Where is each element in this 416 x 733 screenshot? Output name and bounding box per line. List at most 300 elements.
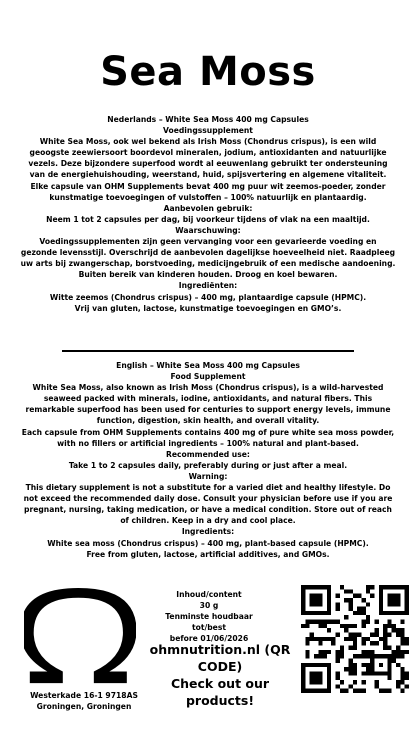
qr-module xyxy=(387,602,391,606)
qr-module xyxy=(353,654,357,658)
qr-module xyxy=(370,671,374,675)
qr-module xyxy=(374,620,378,624)
qr-module xyxy=(336,594,340,598)
qr-module xyxy=(301,663,305,667)
qr-module xyxy=(400,611,404,615)
qr-module xyxy=(400,676,404,680)
qr-module xyxy=(387,598,391,602)
qr-module xyxy=(361,680,365,684)
qr-module xyxy=(301,585,305,589)
qr-module xyxy=(379,671,383,675)
qr-module xyxy=(366,589,370,593)
qr-module xyxy=(370,667,374,671)
qr-module xyxy=(314,663,318,667)
qr-module xyxy=(353,633,357,637)
qr-module xyxy=(323,654,327,658)
qr-module xyxy=(370,633,374,637)
qr-module xyxy=(318,620,322,624)
qr-module xyxy=(396,684,400,688)
qr-module xyxy=(361,650,365,654)
qr-module xyxy=(383,633,387,637)
qr-module xyxy=(396,598,400,602)
qr-module xyxy=(336,650,340,654)
qr-module xyxy=(392,602,396,606)
qr-module xyxy=(361,611,365,615)
qr-module xyxy=(366,585,370,589)
qr-module xyxy=(305,650,309,654)
qr-module xyxy=(301,598,305,602)
qr-module xyxy=(374,628,378,632)
qr-module xyxy=(357,611,361,615)
qr-module xyxy=(305,689,309,693)
omega-logo-icon xyxy=(24,588,136,688)
qr-module xyxy=(314,602,318,606)
qr-module xyxy=(361,663,365,667)
nl-ingredients-text: Witte zeemos (Chondrus crispus) – 400 mg, plantaardige capsule (HPMC). xyxy=(49,292,367,302)
qr-module xyxy=(405,611,409,615)
qr-module xyxy=(387,594,391,598)
qr-module xyxy=(405,602,409,606)
qr-module xyxy=(374,671,378,675)
qr-module xyxy=(327,663,331,667)
qr-module xyxy=(349,663,353,667)
qr-module xyxy=(370,650,374,654)
qr-module xyxy=(301,624,305,628)
qr-module xyxy=(310,585,314,589)
qr-module xyxy=(405,641,409,645)
qr-module xyxy=(366,620,370,624)
qr-module xyxy=(383,628,387,632)
qr-module xyxy=(383,611,387,615)
qr-module xyxy=(314,611,318,615)
qr-module xyxy=(396,650,400,654)
qr-module xyxy=(379,611,383,615)
qr-module xyxy=(379,602,383,606)
qr-module xyxy=(305,611,309,615)
qr-module xyxy=(314,598,318,602)
qr-module xyxy=(387,620,391,624)
qr-module xyxy=(314,689,318,693)
qr-module xyxy=(361,671,365,675)
content-value: 30 g xyxy=(199,601,219,610)
qr-module xyxy=(383,654,387,658)
qr-module xyxy=(370,654,374,658)
qr-module xyxy=(405,684,409,688)
qr-module xyxy=(344,628,348,632)
qr-module xyxy=(340,585,344,589)
qr-module xyxy=(310,680,314,684)
qr-module xyxy=(353,671,357,675)
qr-module xyxy=(318,676,322,680)
qr-module xyxy=(331,620,335,624)
qr-module xyxy=(318,689,322,693)
qr-module xyxy=(400,585,404,589)
qr-module xyxy=(327,676,331,680)
qr-module xyxy=(353,637,357,641)
qr-module xyxy=(387,654,391,658)
qr-module xyxy=(310,676,314,680)
qr-module xyxy=(314,637,318,641)
qr-module xyxy=(331,641,335,645)
qr-module xyxy=(305,641,309,645)
qr-module xyxy=(361,654,365,658)
qr-module xyxy=(318,671,322,675)
qr-module xyxy=(340,650,344,654)
qr-module xyxy=(344,667,348,671)
cta-text: Check out our products! xyxy=(170,676,270,708)
qr-module xyxy=(374,684,378,688)
qr-module xyxy=(353,611,357,615)
content-label: Inhoud/content xyxy=(176,590,242,599)
qr-module xyxy=(357,633,361,637)
qr-module xyxy=(387,585,391,589)
qr-module xyxy=(301,671,305,675)
english-section xyxy=(20,360,396,560)
qr-module xyxy=(305,620,309,624)
expiry-label: Tenminste houdbaar tot/best xyxy=(165,612,253,632)
qr-module xyxy=(349,633,353,637)
qr-module xyxy=(396,654,400,658)
qr-module xyxy=(396,645,400,649)
qr-module xyxy=(318,650,322,654)
qr-module xyxy=(379,689,383,693)
qr-module xyxy=(323,650,327,654)
qr-module xyxy=(327,650,331,654)
qr-module xyxy=(353,641,357,645)
dutch-section xyxy=(20,114,396,314)
qr-module xyxy=(314,676,318,680)
qr-module xyxy=(383,624,387,628)
qr-module xyxy=(396,680,400,684)
expiry-value: before 01/06/2026 xyxy=(169,634,249,643)
qr-module xyxy=(379,663,383,667)
qr-module xyxy=(327,611,331,615)
nl-use-text: Neem 1 tot 2 capsules per dag, bij voorkeur tijdens of vlak na een maaltijd. xyxy=(46,214,370,224)
en-use-text: Take 1 to 2 capsules daily, preferably during or just after a meal. xyxy=(68,460,348,470)
qr-module xyxy=(353,663,357,667)
qr-module xyxy=(387,689,391,693)
qr-module xyxy=(336,620,340,624)
qr-module xyxy=(318,602,322,606)
qr-module xyxy=(392,624,396,628)
qr-module xyxy=(405,585,409,589)
qr-module xyxy=(318,641,322,645)
qr-module xyxy=(379,598,383,602)
qr-module xyxy=(349,598,353,602)
en-free-text: Free from gluten, lactose, artificial additives, and GMOs. xyxy=(86,549,330,559)
qr-module xyxy=(405,676,409,680)
qr-module xyxy=(400,641,404,645)
qr-module xyxy=(370,585,374,589)
qr-module xyxy=(366,637,370,641)
address xyxy=(10,690,158,712)
en-ingredients-label: Ingredients: xyxy=(181,527,235,537)
qr-module xyxy=(396,602,400,606)
qr-module xyxy=(318,637,322,641)
qr-module xyxy=(405,650,409,654)
qr-module xyxy=(327,589,331,593)
qr-module xyxy=(361,641,365,645)
qr-module xyxy=(392,611,396,615)
qr-module xyxy=(310,663,314,667)
qr-module xyxy=(340,645,344,649)
qr-module xyxy=(301,680,305,684)
qr-module xyxy=(353,645,357,649)
qr-module xyxy=(318,611,322,615)
qr-module xyxy=(400,637,404,641)
address-line-1: Westerkade 16-1 9718AS xyxy=(30,691,138,700)
qr-module xyxy=(318,585,322,589)
qr-module xyxy=(361,689,365,693)
qr-module xyxy=(344,624,348,628)
qr-module xyxy=(387,658,391,662)
qr-module xyxy=(336,658,340,662)
qr-module xyxy=(344,637,348,641)
en-warning-label: Warning: xyxy=(188,471,228,481)
qr-module xyxy=(392,650,396,654)
qr-module xyxy=(349,624,353,628)
qr-module xyxy=(387,667,391,671)
qr-module xyxy=(301,689,305,693)
qr-module xyxy=(327,689,331,693)
nl-warning-label: Waarschuwing: xyxy=(175,225,241,235)
qr-module xyxy=(400,654,404,658)
qr-module xyxy=(379,589,383,593)
qr-module xyxy=(396,663,400,667)
qr-module xyxy=(305,663,309,667)
qr-module xyxy=(387,633,391,637)
qr-module xyxy=(301,589,305,593)
nl-ingredients-label: Ingrediënten: xyxy=(178,281,238,291)
qr-module xyxy=(327,667,331,671)
qr-module xyxy=(379,585,383,589)
qr-module xyxy=(396,594,400,598)
qr-module xyxy=(301,684,305,688)
qr-module xyxy=(349,589,353,593)
qr-module xyxy=(314,671,318,675)
page-title: Sea Moss xyxy=(100,49,316,95)
qr-module xyxy=(349,637,353,641)
qr-module xyxy=(366,663,370,667)
qr-module xyxy=(327,684,331,688)
qr-code-icon[interactable] xyxy=(301,585,409,693)
nl-free-text: Vrij van gluten, lactose, kunstmatige toevoegingen en GMO’s. xyxy=(74,303,342,313)
qr-module xyxy=(327,628,331,632)
qr-module xyxy=(349,667,353,671)
qr-module xyxy=(361,624,365,628)
qr-module xyxy=(310,620,314,624)
address-line-2: Groningen, Groningen xyxy=(36,702,132,711)
qr-module xyxy=(353,680,357,684)
qr-module xyxy=(327,585,331,589)
qr-module xyxy=(323,663,327,667)
qr-module xyxy=(323,624,327,628)
qr-module xyxy=(383,671,387,675)
qr-module xyxy=(331,637,335,641)
qr-module xyxy=(374,680,378,684)
en-warning-text: This dietary supplement is not a substitute for a varied diet and healthy lifestyle. Do not exceed the recommended daily dose. Consult your physician before use if you are pregnant, nursing, taking medication, or have a medical condition. Store out of reach of children. Keep in a dry and cool place. xyxy=(23,483,393,526)
qr-module xyxy=(349,671,353,675)
qr-module xyxy=(340,624,344,628)
qr-module xyxy=(314,654,318,658)
qr-module xyxy=(301,594,305,598)
qr-module xyxy=(305,637,309,641)
qr-module xyxy=(336,676,340,680)
qr-module xyxy=(400,650,404,654)
qr-module xyxy=(387,663,391,667)
qr-module xyxy=(336,671,340,675)
qr-module xyxy=(318,598,322,602)
qr-module xyxy=(323,689,327,693)
en-subheading: Food Supplement xyxy=(170,372,246,382)
qr-module xyxy=(336,684,340,688)
qr-module xyxy=(383,689,387,693)
content-info xyxy=(150,589,268,644)
qr-module xyxy=(349,645,353,649)
qr-module xyxy=(400,680,404,684)
qr-module xyxy=(405,607,409,611)
qr-module xyxy=(370,594,374,598)
qr-module xyxy=(361,607,365,611)
qr-module xyxy=(318,663,322,667)
qr-module xyxy=(383,585,387,589)
qr-module xyxy=(361,620,365,624)
website-link[interactable]: ohmnutrition.nl (QR CODE) xyxy=(149,642,291,674)
qr-module xyxy=(327,602,331,606)
qr-module xyxy=(379,607,383,611)
en-capsule: Each capsule from OHM Supplements contains 400 mg of pure white sea moss powder, with no fillers or artificial ingredients – 100% natural and plant-based. xyxy=(21,427,395,448)
qr-module xyxy=(383,641,387,645)
qr-module xyxy=(349,684,353,688)
qr-module xyxy=(327,607,331,611)
qr-module xyxy=(357,654,361,658)
qr-module xyxy=(370,663,374,667)
qr-module xyxy=(357,607,361,611)
qr-module xyxy=(323,585,327,589)
qr-module xyxy=(301,602,305,606)
qr-module xyxy=(310,598,314,602)
qr-module xyxy=(387,676,391,680)
qr-module xyxy=(327,680,331,684)
qr-module xyxy=(374,633,378,637)
en-heading: English – White Sea Moss 400 mg Capsules xyxy=(116,361,300,370)
qr-module xyxy=(314,585,318,589)
qr-module xyxy=(318,654,322,658)
qr-module xyxy=(387,624,391,628)
qr-module xyxy=(310,594,314,598)
qr-module xyxy=(336,602,340,606)
qr-module xyxy=(357,689,361,693)
qr-module xyxy=(305,624,309,628)
qr-module xyxy=(379,654,383,658)
qr-module xyxy=(396,628,400,632)
qr-module xyxy=(405,637,409,641)
nl-use-label: Aanbevolen gebruik: xyxy=(163,203,253,213)
nl-heading: Nederlands – White Sea Moss 400 mg Capsules xyxy=(107,115,309,124)
qr-module xyxy=(310,637,314,641)
qr-module xyxy=(301,667,305,671)
qr-module xyxy=(336,654,340,658)
qr-module xyxy=(396,611,400,615)
qr-module xyxy=(327,620,331,624)
qr-module xyxy=(323,611,327,615)
qr-module xyxy=(374,654,378,658)
qr-module xyxy=(336,607,340,611)
qr-module xyxy=(301,611,305,615)
qr-module xyxy=(396,585,400,589)
qr-module xyxy=(314,620,318,624)
qr-module xyxy=(400,620,404,624)
qr-module xyxy=(340,680,344,684)
qr-module xyxy=(318,624,322,628)
qr-module xyxy=(400,633,404,637)
qr-module xyxy=(305,654,309,658)
qr-module xyxy=(392,598,396,602)
qr-module xyxy=(301,676,305,680)
qr-module xyxy=(336,633,340,637)
qr-module xyxy=(383,637,387,641)
qr-module xyxy=(366,654,370,658)
qr-module xyxy=(349,658,353,662)
qr-module xyxy=(310,611,314,615)
qr-module xyxy=(353,689,357,693)
qr-module xyxy=(405,598,409,602)
qr-module xyxy=(400,689,404,693)
qr-module xyxy=(400,671,404,675)
qr-module xyxy=(379,594,383,598)
en-intro: White Sea Moss, also known as Irish Moss (Chondrus crispus), is a wild-harvested seaweed packed with minerals, iodine, antioxidants, and natural fibers. This remarkable superfood has been used for centuries to support energy levels, immune function, digestion, skin health, and overall vitality. xyxy=(25,383,391,426)
qr-module xyxy=(318,680,322,684)
qr-module xyxy=(314,680,318,684)
qr-module xyxy=(327,637,331,641)
qr-module xyxy=(370,641,374,645)
qr-module xyxy=(349,602,353,606)
qr-module xyxy=(387,671,391,675)
qr-module xyxy=(383,645,387,649)
nl-warning-text: Voedingssupplementen zijn geen vervanging voor een gevarieerde voeding en gezonde levensstijl. Overschrijd de aanbevolen dagelijkse hoeveelheid niet. Raadpleeg uw arts bij zwangerschap, borstvoeding, medicijngebruik of een medische aandoening. Buiten bereik van kinderen houden. Droog en koel bewaren. xyxy=(20,237,396,280)
qr-module xyxy=(349,607,353,611)
qr-module xyxy=(353,594,357,598)
qr-module xyxy=(327,594,331,598)
qr-module xyxy=(340,654,344,658)
qr-module xyxy=(366,650,370,654)
qr-module xyxy=(405,594,409,598)
qr-module xyxy=(379,637,383,641)
nl-intro: White Sea Moss, ook wel bekend als Irish Moss (Chondrus crispus), is een wild geoogste zeewiersoort boordevol mineralen, jodium, antioxidanten and natuurlijke vezels. Deze bijzondere superfood wordt al eeuwenlang gebruikt ter ondersteuning van de energiehuishouding, weerstand, huid, spijsvertering en algemene vitaliteit. xyxy=(28,137,388,180)
qr-module xyxy=(310,602,314,606)
qr-module xyxy=(405,671,409,675)
qr-module xyxy=(310,633,314,637)
qr-module xyxy=(301,607,305,611)
nl-capsule: Elke capsule van OHM Supplements bevat 400 mg puur wit zeemos-poeder, zonder kunstmatige toevoegingen of vulstoffen – 100% natuurlijk en plantaardig. xyxy=(30,181,386,202)
qr-module xyxy=(366,602,370,606)
qr-module xyxy=(327,671,331,675)
qr-module xyxy=(327,598,331,602)
qr-module xyxy=(392,594,396,598)
qr-module xyxy=(344,615,348,619)
qr-module xyxy=(370,658,374,662)
qr-module xyxy=(353,667,357,671)
website-info xyxy=(140,641,300,709)
qr-module xyxy=(366,671,370,675)
nl-subheading: Voedingssupplement xyxy=(163,126,253,136)
qr-module xyxy=(392,628,396,632)
qr-module xyxy=(392,658,396,662)
qr-module xyxy=(366,667,370,671)
en-ingredients-text: White sea moss (Chondrus crispus) – 400 mg, plant-based capsule (HPMC). xyxy=(47,538,369,548)
qr-module xyxy=(361,598,365,602)
qr-module xyxy=(305,585,309,589)
